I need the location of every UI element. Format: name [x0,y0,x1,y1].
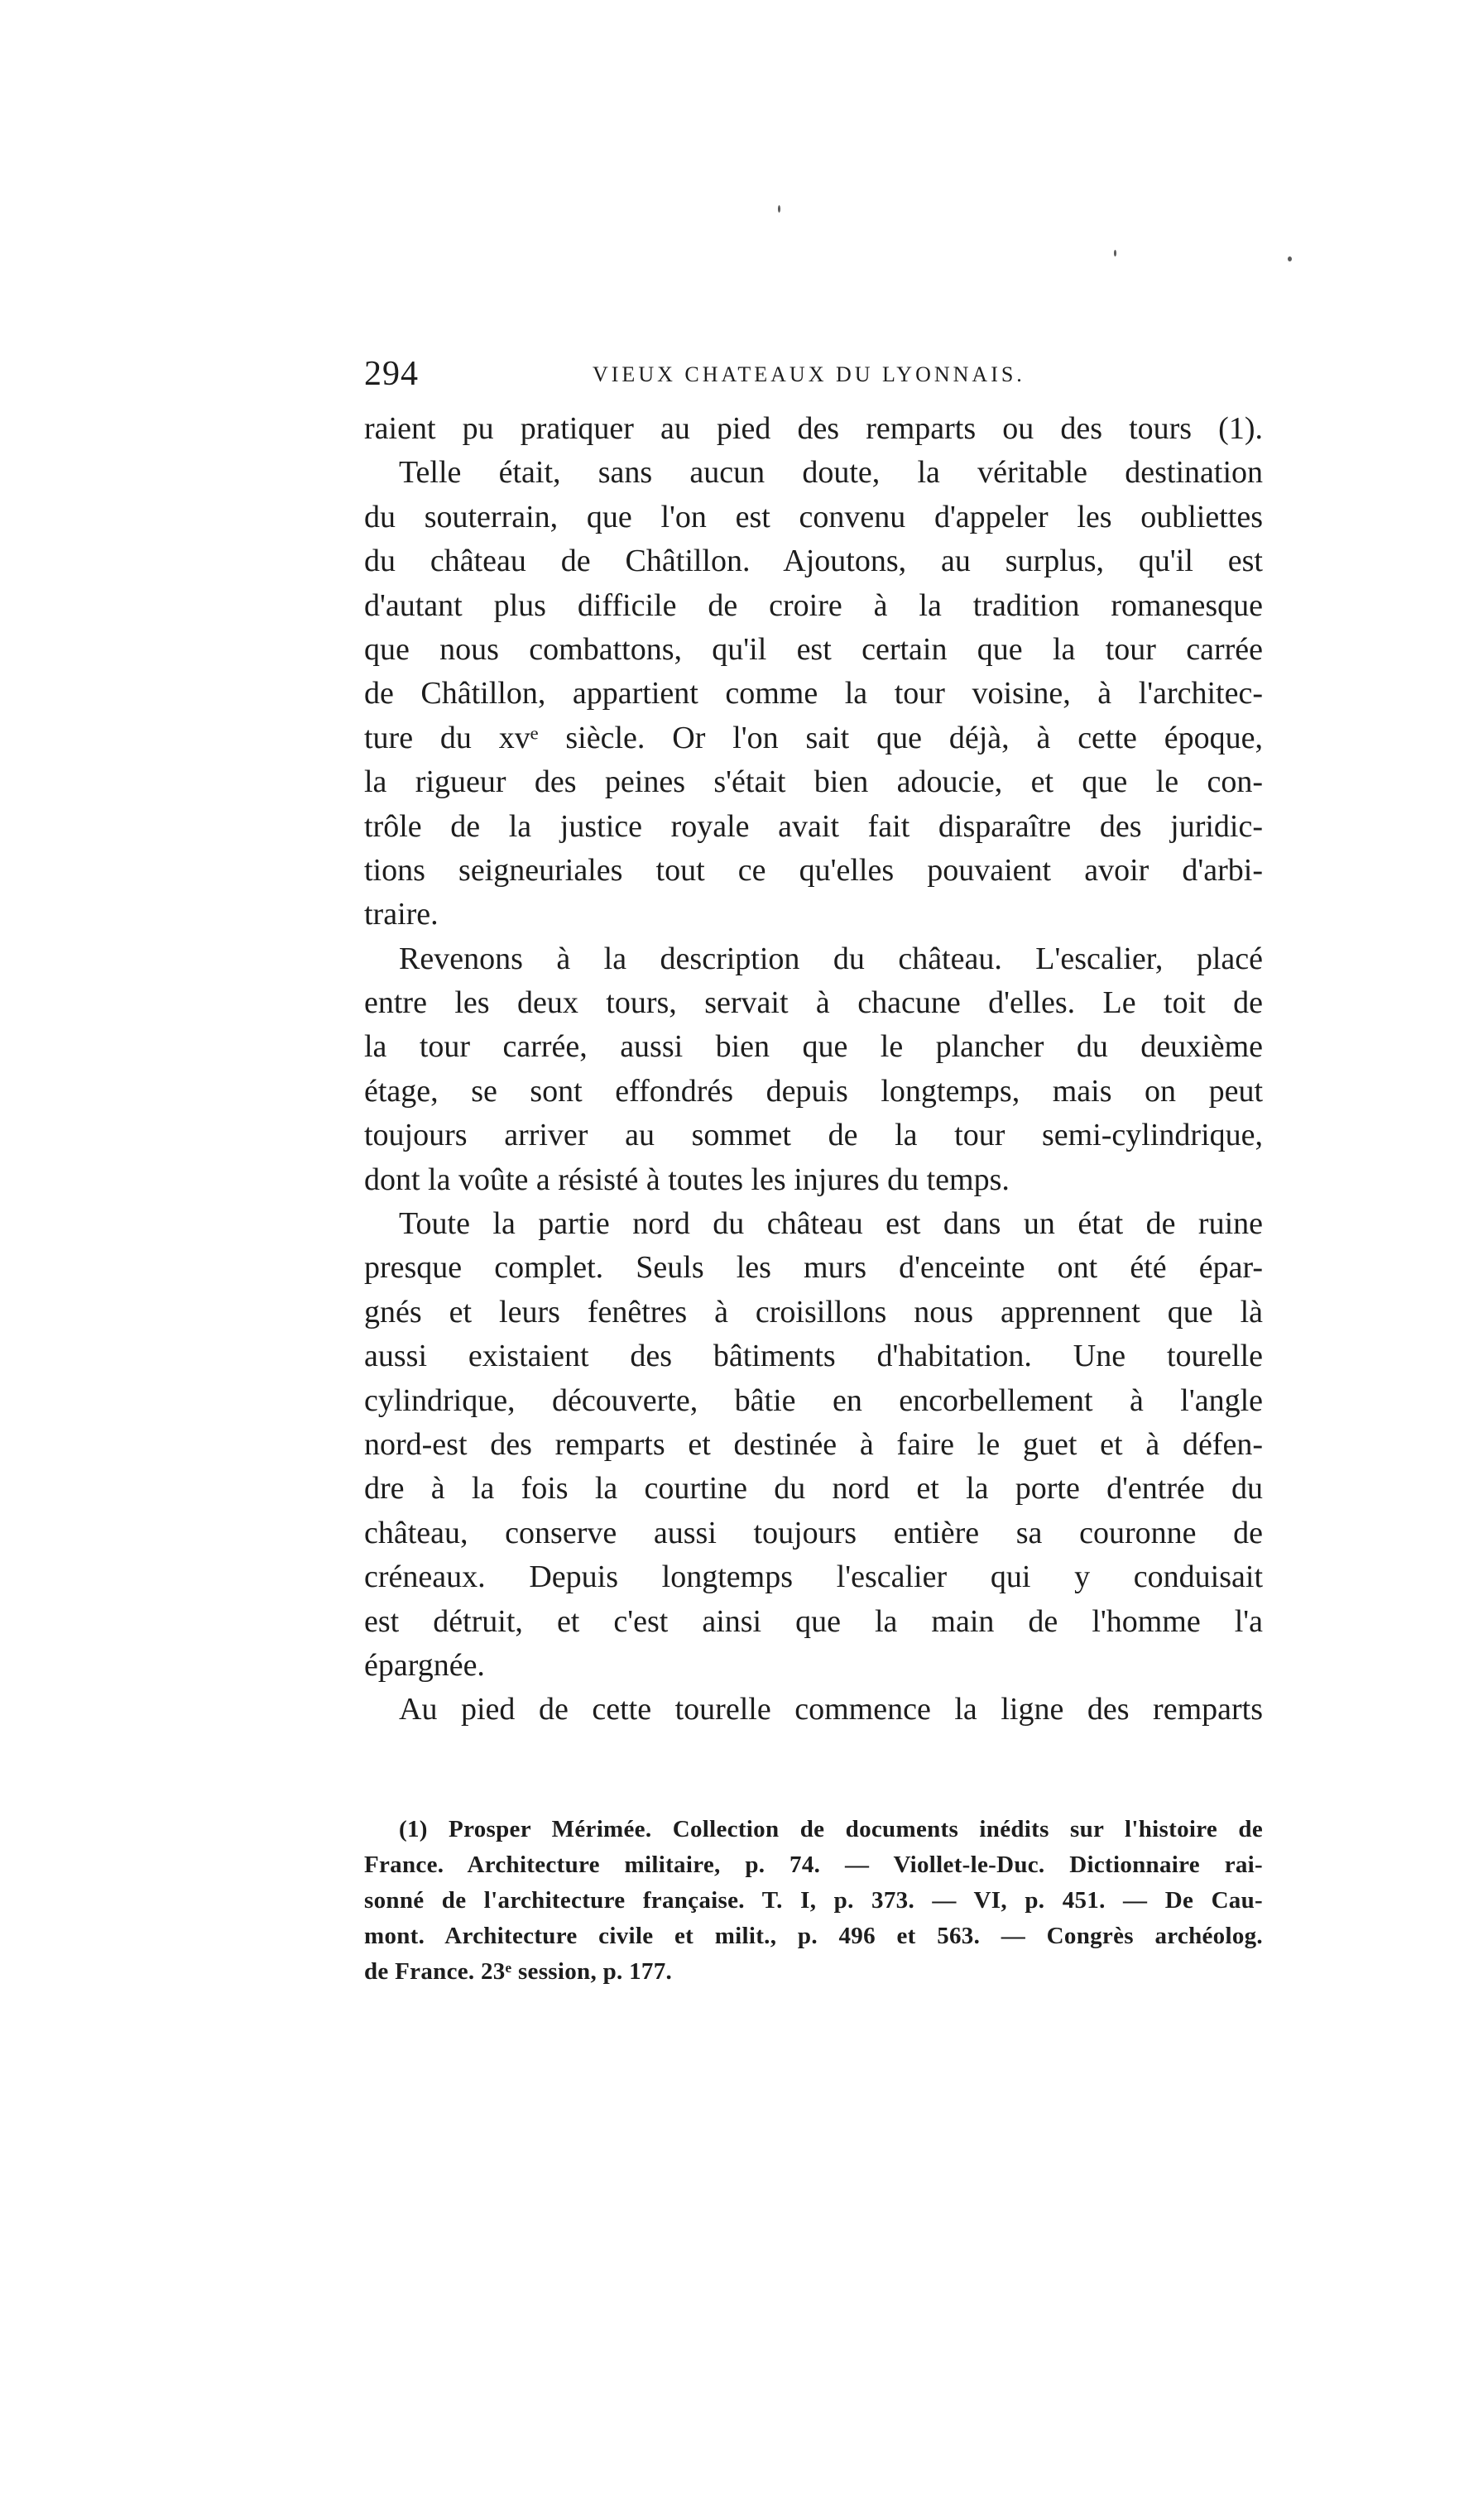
text-line: château, conserve aussi toujours entière sa couronne de [364,1515,1263,1550]
footnote-line: de France. 23ᵉ session, p. 177. [364,1958,673,1985]
text-line: la rigueur des peines s'était bien adoucie, et que le con- [364,764,1263,800]
text-line: de Châtillon, appartient comme la tour voisine, à l'architec- [364,676,1263,711]
text-line: entre les deux tours, servait à chacune d'elles. Le toit de [364,985,1263,1021]
text-line: est détruit, et c'est ainsi que la main de l'homme l'a [364,1603,1263,1639]
text-line: raient pu pratiquer au pied des remparts ou des tours (1). [364,411,1263,446]
scan-speck [1114,250,1116,256]
text-line: Revenons à la description du château. L'escalier, placé [399,941,1263,976]
page-number: 294 [364,355,419,393]
text-line: traire. [364,897,439,932]
scan-speck [778,205,780,213]
footnote-line: (1) Prosper Mérimée. Collection de documents inédits sur l'histoire de [399,1816,1263,1842]
text-line: que nous combattons, qu'il est certain que la tour carrée [364,631,1263,667]
running-head [364,354,1043,400]
text-line: dont la voûte a résisté à toutes les injures du temps. [364,1162,1010,1197]
scan-speck [1288,256,1292,261]
text-line: Au pied de cette tourelle commence la ligne des remparts [399,1692,1263,1727]
footnote-line: France. Architecture militaire, p. 74. — Viollet-le-Duc. Dictionnaire rai- [364,1852,1263,1878]
text-line: nord-est des remparts et destinée à faire le guet et à défen- [364,1426,1263,1462]
body-text [364,407,1263,1732]
text-line: ture du xvᵉ siècle. Or l'on sait que déjà, à cette époque, [364,720,1263,755]
text-line: dre à la fois la courtine du nord et la porte d'entrée du [364,1471,1263,1507]
text-line: étage, se sont effondrés depuis longtemps, mais on peut [364,1073,1263,1109]
text-line: du souterrain, que l'on est convenu d'appeler les oubliettes [364,499,1263,534]
footnote [364,1812,1263,1990]
footnote-line: mont. Architecture civile et milit., p. 496 et 563. — Congrès archéolog. [364,1923,1263,1949]
text-line: Toute la partie nord du château est dans un état de ruine [399,1206,1263,1242]
text-line: Telle était, sans aucun doute, la véritable destination [399,455,1263,491]
text-line: aussi existaient des bâtiments d'habitation. Une tourelle [364,1339,1263,1374]
text-line: du château de Châtillon. Ajoutons, au surplus, qu'il est [364,544,1263,579]
text-line: presque complet. Seuls les murs d'enceinte ont été épar- [364,1250,1263,1286]
text-line: gnés et leurs fenêtres à croisillons nous apprennent que là [364,1294,1263,1329]
running-title: VIEUX CHATEAUX DU LYONNAIS. [593,362,1025,386]
text-line: trôle de la justice royale avait fait disparaître des juridic- [364,808,1263,844]
text-line: créneaux. Depuis longtemps l'escalier qui y conduisait [364,1559,1263,1595]
text-line: cylindrique, découverte, bâtie en encorbellement à l'angle [364,1382,1263,1418]
text-line: tions seigneuriales tout ce qu'elles pouvaient avoir d'arbi- [364,852,1263,888]
text-line: épargnée. [364,1647,485,1683]
footnote-line: sonné de l'architecture française. T. I, p. 373. — VI, p. 451. — De Cau- [364,1887,1263,1914]
text-line: la tour carrée, aussi bien que le plancher du deuxième [364,1029,1263,1065]
text-line: d'autant plus difficile de croire à la tradition romanesque [364,587,1263,623]
text-line: toujours arriver au sommet de la tour semi-cylindrique, [364,1118,1263,1153]
